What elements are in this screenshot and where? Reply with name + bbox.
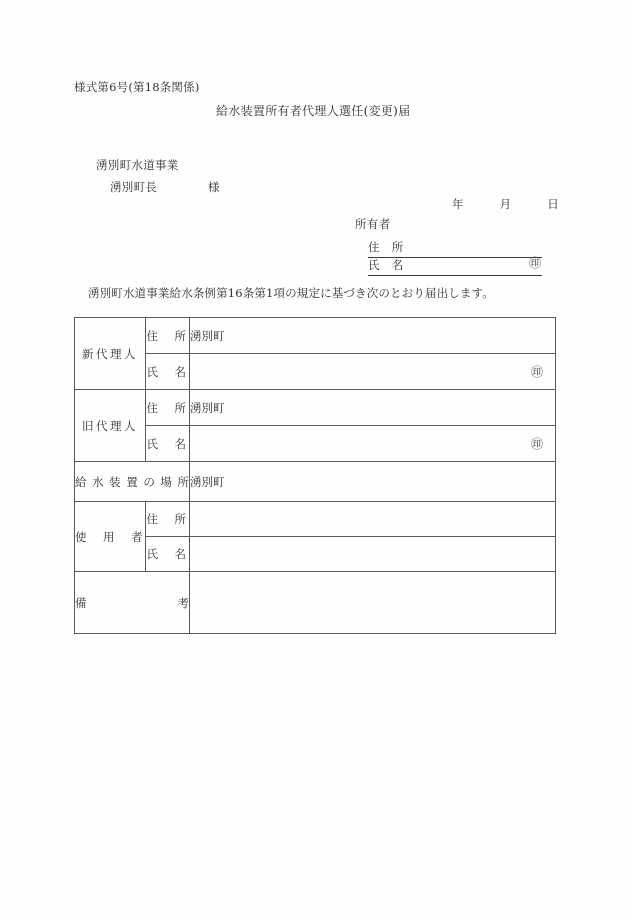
table-row bbox=[75, 390, 556, 426]
seal-icon: ㊞ bbox=[528, 256, 541, 270]
row-sublabel-address: 住 所 bbox=[146, 390, 190, 426]
row-label-supply-location: 給水装置の場所 bbox=[75, 462, 190, 502]
addressee-honorific: 様 bbox=[208, 180, 220, 194]
addressee-organization: 湧別町水道事業 bbox=[96, 158, 179, 172]
new-agent-name-input[interactable] bbox=[190, 354, 556, 390]
old-agent-name-input[interactable] bbox=[190, 426, 556, 462]
table-row bbox=[75, 502, 556, 537]
owner-name-field[interactable] bbox=[368, 255, 542, 276]
row-sublabel-address: 住 所 bbox=[146, 502, 190, 537]
row-label-remarks: 備 考 bbox=[75, 572, 190, 634]
table-row bbox=[75, 354, 556, 390]
old-agent-address-input[interactable]: 湧別町 bbox=[190, 390, 556, 426]
table-row bbox=[75, 537, 556, 572]
supply-location-input[interactable]: 湧別町 bbox=[190, 462, 556, 502]
table-row bbox=[75, 572, 556, 634]
table-row bbox=[75, 318, 556, 354]
row-sublabel-name: 氏 名 bbox=[146, 537, 190, 572]
row-sublabel-name: 氏 名 bbox=[146, 426, 190, 462]
owner-address-label: 住 所 bbox=[368, 240, 404, 254]
table-row bbox=[75, 462, 556, 502]
remarks-input[interactable] bbox=[190, 572, 556, 634]
row-sublabel-name: 氏 名 bbox=[146, 354, 190, 390]
user-address-input[interactable] bbox=[190, 502, 556, 537]
date-line[interactable]: 年 月 日 bbox=[452, 197, 560, 211]
seal-icon: ㊞ bbox=[530, 364, 543, 379]
table-row bbox=[75, 426, 556, 462]
addressee-person: 湧別町長 bbox=[110, 180, 158, 194]
form-code: 様式第6号(第18条関係) bbox=[74, 80, 200, 94]
row-label-user: 使 用 者 bbox=[75, 502, 146, 572]
row-sublabel-address: 住 所 bbox=[146, 318, 190, 354]
seal-icon: ㊞ bbox=[530, 436, 543, 451]
new-agent-address-input[interactable]: 湧別町 bbox=[190, 318, 556, 354]
page-title: 給水装置所有者代理人選任(変更)届 bbox=[216, 104, 411, 118]
statement-text: 湧別町水道事業給水条例第16条第1項の規定に基づき次のとおり届出します。 bbox=[88, 286, 494, 300]
form-table bbox=[74, 317, 556, 634]
owner-name-label: 氏 名 bbox=[368, 258, 404, 272]
owner-section-label: 所有者 bbox=[355, 217, 391, 231]
row-label-old-agent: 旧代理人 bbox=[75, 390, 146, 462]
user-name-input[interactable] bbox=[190, 537, 556, 572]
row-label-new-agent: 新代理人 bbox=[75, 318, 146, 390]
